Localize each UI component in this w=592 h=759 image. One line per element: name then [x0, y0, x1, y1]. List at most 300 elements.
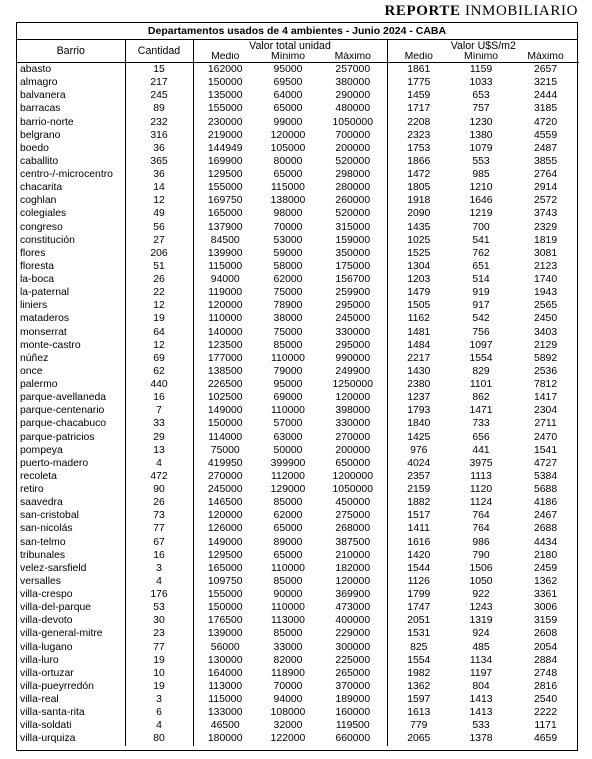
cell-total-maximo: 265000	[335, 667, 371, 679]
cell-m2-maximo: 2470	[533, 431, 558, 443]
cell-total-medio: 230000	[193, 116, 257, 129]
cell-barrio: pompeya	[20, 444, 63, 456]
table-row	[17, 536, 579, 549]
cell-cantidad: 64	[125, 326, 193, 339]
cell-cantidad: 3	[125, 693, 193, 706]
cell-m2-maximo: 2748	[533, 667, 558, 679]
cell-barrio: villa-luro	[20, 654, 59, 666]
cell-m2-minimo: 700	[472, 221, 490, 233]
cell-m2-minimo: 1079	[469, 142, 493, 154]
cell-m2-minimo: 1646	[469, 195, 493, 207]
cell-m2-maximo: 2572	[533, 195, 558, 207]
cell-total-minimo: 94000	[273, 694, 303, 705]
cell-m2-minimo: 1134	[469, 654, 493, 666]
cell-total-medio: 270000	[193, 470, 257, 483]
cell-total-maximo: 370000	[335, 680, 371, 692]
cell-total-maximo: 182000	[335, 562, 371, 574]
cell-total-maximo: 189000	[335, 694, 371, 705]
cell-total-medio: 119000	[193, 286, 257, 299]
cell-m2-minimo: 1219	[469, 208, 493, 220]
cell-total-medio: 155000	[193, 102, 257, 115]
cell-total-minimo: 65000	[273, 169, 303, 180]
cell-total-minimo: 110000	[271, 405, 305, 417]
cell-m2-maximo: 2688	[533, 523, 558, 535]
cell-barrio: boedo	[20, 142, 49, 154]
cell-total-minimo: 69500	[273, 77, 303, 89]
cell-total-maximo: 387500	[335, 536, 371, 548]
cell-barrio: san-telmo	[20, 536, 66, 548]
cell-m2-maximo: 4186	[533, 497, 558, 509]
cell-total-medio: 245000	[193, 483, 257, 496]
cell-m2-medio: 1484	[387, 339, 450, 352]
cell-barrio: congreso	[20, 221, 63, 233]
cell-total-maximo: 660000	[335, 733, 371, 745]
cell-m2-minimo: 756	[472, 326, 490, 338]
cell-barrio: constitución	[20, 234, 75, 246]
cell-barrio: barracas	[20, 103, 61, 115]
cell-m2-maximo: 1362	[533, 575, 558, 587]
table-row	[17, 181, 579, 194]
table-row	[17, 575, 579, 588]
cell-total-medio: 129500	[193, 549, 257, 562]
cell-barrio: villa-real	[20, 694, 59, 705]
cell-barrio: villa-ortuzar	[20, 667, 74, 679]
cell-total-medio: 149000	[193, 404, 257, 417]
cell-total-minimo: 64000	[273, 90, 303, 102]
cell-total-minimo: 63000	[273, 431, 303, 443]
cell-barrio: núñez	[20, 352, 49, 364]
cell-cantidad: 36	[125, 168, 193, 181]
cell-barrio: san-nicolás	[20, 523, 73, 535]
cell-total-minimo: 57000	[273, 418, 303, 430]
cell-m2-medio: 1531	[387, 627, 450, 640]
cell-m2-maximo: 2711	[534, 418, 557, 430]
cell-m2-minimo: 924	[472, 628, 490, 640]
cell-m2-medio: 1126	[387, 575, 450, 588]
cell-m2-medio: 1362	[387, 680, 450, 693]
cell-total-minimo: 78900	[273, 300, 303, 312]
cell-cantidad: 33	[125, 417, 193, 430]
cell-total-maximo: 249900	[335, 365, 371, 377]
cell-barrio: villa-pueyrredón	[20, 680, 94, 692]
cell-total-minimo: 32000	[273, 720, 303, 732]
cell-m2-medio: 2323	[387, 129, 450, 142]
cell-m2-maximo: 2487	[533, 142, 558, 154]
cell-total-maximo: 520000	[335, 155, 371, 167]
cell-total-maximo: 350000	[335, 247, 371, 259]
cell-m2-medio: 1616	[387, 536, 450, 549]
cell-m2-maximo: 2914	[533, 182, 558, 194]
table-row	[17, 483, 579, 496]
cell-total-minimo: 59000	[273, 247, 303, 259]
cell-barrio: flores	[20, 247, 46, 259]
cell-cantidad: 3	[125, 562, 193, 575]
cell-total-minimo: 79000	[273, 365, 303, 377]
cell-m2-maximo: 2536	[533, 365, 558, 377]
cell-barrio: caballito	[20, 155, 59, 167]
cell-total-medio: 180000	[193, 732, 257, 745]
table-row	[17, 89, 579, 102]
cell-cantidad: 19	[125, 654, 193, 667]
table-row	[17, 693, 579, 706]
cell-m2-minimo: 651	[472, 260, 490, 272]
cell-total-medio: 115000	[193, 693, 257, 706]
cell-m2-medio: 1517	[387, 509, 450, 522]
cell-barrio: abasto	[17, 63, 125, 77]
cell-total-maximo: 119500	[335, 720, 370, 732]
cell-total-minimo: 38000	[273, 313, 303, 325]
cell-m2-minimo: 1210	[469, 182, 493, 194]
cell-m2-minimo: 1554	[469, 352, 493, 364]
cell-cantidad: 56	[125, 221, 193, 234]
table-row	[17, 129, 579, 142]
cell-total-minimo: 65000	[273, 103, 303, 115]
cell-total-maximo: 400000	[335, 615, 371, 627]
cell-total-medio: 56000	[193, 641, 257, 654]
cell-m2-maximo: 3855	[533, 155, 558, 167]
cell-total-maximo: 290000	[335, 90, 371, 102]
cell-m2-medio: 1799	[387, 588, 450, 601]
cell-m2-maximo: 2467	[533, 510, 558, 522]
cell-total-medio: 219000	[193, 129, 257, 142]
cell-m2-maximo: 1819	[533, 234, 558, 246]
cell-m2-medio: 2357	[387, 470, 450, 483]
cell-m2-maximo: 3743	[533, 208, 558, 220]
cell-cantidad: 6	[125, 706, 193, 719]
cell-total-maximo: 315000	[335, 221, 371, 233]
cell-m2-minimo: 1471	[469, 405, 493, 417]
cell-total-minimo: 85000	[273, 497, 303, 509]
cell-total-maximo: 700000	[335, 129, 371, 141]
cell-m2-maximo: 1171	[534, 720, 557, 732]
cell-total-maximo: 300000	[335, 641, 371, 653]
cell-total-maximo: 1050000	[332, 484, 373, 495]
cell-total-medio: 169900	[193, 155, 257, 168]
cell-total-medio: 419950	[193, 457, 257, 470]
cell-total-maximo: 160000	[335, 707, 371, 719]
cell-barrio: balvanera	[20, 90, 66, 102]
cell-m2-maximo: 2180	[533, 549, 558, 561]
cell-cantidad: 12	[125, 339, 193, 352]
cell-cantidad: 440	[125, 378, 193, 391]
cell-m2-medio: 1420	[387, 549, 450, 562]
cell-cantidad: 26	[125, 273, 193, 286]
cell-m2-medio: 1882	[387, 496, 450, 509]
cell-m2-maximo: 2123	[533, 260, 558, 272]
table-row	[17, 627, 579, 640]
cell-cantidad: 176	[125, 588, 193, 601]
cell-total-minimo: 58000	[273, 260, 303, 272]
cell-m2-minimo: 656	[472, 431, 490, 443]
cell-m2-medio: 1982	[387, 667, 450, 680]
cell-total-maximo: 200000	[335, 444, 371, 456]
table-row	[17, 260, 579, 273]
cell-m2-medio: 1717	[387, 102, 450, 115]
cell-m2-minimo: 764	[472, 510, 490, 522]
cell-total-maximo: 1050000	[332, 116, 373, 128]
cell-m2-medio: 1840	[387, 417, 450, 430]
cell-m2-maximo: 2816	[533, 680, 558, 692]
cell-m2-maximo: 2444	[533, 90, 558, 102]
cell-barrio: villa-crespo	[20, 589, 73, 600]
brand-logo	[384, 1, 578, 21]
cell-m2-minimo: 541	[472, 234, 490, 246]
cell-total-maximo: 520000	[335, 208, 371, 220]
cell-total-medio: 94000	[193, 273, 257, 286]
cell-m2-medio: 1025	[387, 234, 450, 247]
cell-cantidad: 80	[125, 732, 193, 745]
cell-cantidad: 10	[125, 667, 193, 680]
cell-cantidad: 12	[125, 299, 193, 312]
brand-bold: REPORTE	[384, 3, 461, 19]
cell-total-minimo: 85000	[273, 575, 303, 587]
cell-m2-minimo: 514	[472, 274, 490, 285]
cell-cantidad: 30	[125, 614, 193, 627]
brand-rest: INMOBILIARIO	[460, 3, 578, 19]
cell-total-minimo: 399900	[270, 457, 306, 469]
cell-cantidad: 13	[125, 444, 193, 457]
cell-total-medio: 123500	[193, 339, 257, 352]
cell-cantidad: 77	[125, 522, 193, 535]
cell-m2-medio: 1525	[387, 247, 450, 260]
cell-m2-medio: 2217	[387, 352, 450, 365]
cell-cantidad: 23	[125, 627, 193, 640]
cell-total-medio: 120000	[193, 509, 257, 522]
cell-barrio: mataderos	[20, 313, 70, 325]
table-row	[17, 444, 579, 457]
table-row	[17, 732, 579, 745]
cell-cantidad: 36	[125, 142, 193, 155]
cell-total-medio: 140000	[193, 326, 257, 339]
cell-m2-medio: 1861	[387, 63, 450, 77]
cell-m2-maximo: 3403	[533, 326, 558, 338]
cell-m2-medio: 1237	[387, 391, 450, 404]
cell-m2-minimo: 3975	[469, 457, 493, 469]
cell-total-minimo: 80000	[273, 155, 303, 167]
header-m2-maximo: Máximo	[527, 52, 564, 62]
cell-barrio: coghlan	[20, 195, 57, 207]
cell-total-maximo: 298000	[335, 169, 371, 180]
cell-barrio: centro-/-microcentro	[20, 169, 113, 180]
table-row	[17, 339, 579, 352]
cell-total-maximo: 330000	[335, 326, 371, 338]
cell-m2-maximo: 2450	[533, 313, 558, 325]
cell-cantidad: 14	[125, 181, 193, 194]
cell-barrio: villa-santa-rita	[20, 707, 85, 719]
cell-total-medio: 155000	[193, 181, 257, 194]
cell-barrio: floresta	[20, 260, 55, 272]
cell-total-minimo: 89000	[273, 536, 303, 548]
cell-m2-maximo: 1541	[533, 444, 558, 456]
cell-m2-medio: 1430	[387, 365, 450, 378]
cell-total-medio: 150000	[193, 417, 257, 430]
cell-cantidad: 365	[125, 155, 193, 168]
cell-m2-minimo: 917	[472, 300, 490, 312]
cell-total-minimo: 110000	[271, 602, 305, 614]
table-title: Departamentos usados de 4 ambientes - Junio 2024 - CABA	[17, 23, 577, 40]
cell-total-minimo: 70000	[273, 221, 303, 233]
table-row	[17, 457, 579, 470]
cell-total-minimo: 110000	[271, 562, 305, 574]
cell-total-minimo: 108000	[270, 707, 306, 719]
cell-total-minimo: 69000	[273, 392, 303, 404]
header-valor-m2: Valor U$S/m2	[387, 40, 579, 52]
cell-m2-minimo: 862	[472, 392, 490, 404]
cell-total-maximo: 270000	[335, 431, 371, 443]
table-body	[17, 63, 579, 746]
cell-total-medio: 126000	[193, 522, 257, 535]
cell-m2-minimo: 1319	[469, 615, 493, 627]
cell-cantidad: 12	[125, 194, 193, 207]
cell-total-medio: 177000	[193, 352, 257, 365]
table-row	[17, 273, 579, 286]
cell-barrio: tribunales	[20, 549, 66, 561]
table-row	[17, 706, 579, 719]
cell-m2-minimo: 922	[472, 589, 490, 600]
cell-total-medio: 226500	[193, 378, 257, 391]
table-row	[17, 470, 579, 483]
cell-cantidad: 67	[125, 536, 193, 549]
table-row	[17, 312, 579, 325]
cell-total-minimo: 85000	[273, 628, 303, 640]
cell-cantidad: 316	[125, 129, 193, 142]
cell-m2-medio: 1753	[387, 142, 450, 155]
cell-barrio: belgrano	[20, 129, 61, 141]
cell-total-maximo: 275000	[335, 510, 371, 522]
cell-m2-medio: 1203	[387, 273, 450, 286]
cell-cantidad: 15	[125, 63, 193, 77]
cell-total-maximo: 268000	[335, 523, 371, 535]
cell-total-medio: 169750	[193, 194, 257, 207]
table-row	[17, 221, 579, 234]
cell-total-minimo: 129000	[270, 484, 306, 495]
cell-m2-maximo: 2129	[533, 339, 558, 351]
cell-m2-minimo: 804	[472, 680, 490, 692]
cell-total-medio: 129500	[193, 168, 257, 181]
cell-cantidad: 16	[125, 391, 193, 404]
cell-m2-maximo: 1417	[533, 392, 558, 404]
cell-m2-maximo: 2884	[533, 654, 558, 666]
cell-total-medio: 165000	[193, 562, 257, 575]
cell-total-maximo: 380000	[335, 77, 371, 89]
cell-m2-medio: 4024	[387, 457, 450, 470]
cell-cantidad: 4	[125, 575, 193, 588]
cell-total-minimo: 65000	[273, 523, 303, 535]
header-total-medio: Medio	[193, 52, 257, 63]
cell-total-minimo: 95000	[257, 63, 319, 77]
cell-total-minimo: 33000	[273, 641, 303, 653]
table-row	[17, 326, 579, 339]
cell-barrio: villa-urquiza	[20, 733, 76, 745]
table-row	[17, 404, 579, 417]
cell-m2-minimo: 790	[472, 549, 490, 561]
cell-m2-medio: 1805	[387, 181, 450, 194]
table-row	[17, 431, 579, 444]
table-row	[17, 194, 579, 207]
cell-m2-medio: 1866	[387, 155, 450, 168]
cell-cantidad: 73	[125, 509, 193, 522]
table-row	[17, 562, 579, 575]
header-m2-minimo: Mínimo	[463, 52, 499, 62]
cell-total-maximo: 990000	[335, 352, 371, 364]
cell-m2-minimo: 1413	[469, 694, 493, 705]
cell-total-maximo: 257000	[319, 63, 387, 77]
table-row	[17, 365, 579, 378]
cell-m2-minimo: 919	[472, 287, 490, 299]
cell-total-medio: 137900	[193, 221, 257, 234]
header-cantidad: Cantidad	[125, 40, 193, 63]
cell-m2-maximo: 3006	[533, 602, 558, 614]
cell-total-minimo: 138000	[270, 195, 306, 207]
cell-cantidad: 232	[125, 116, 193, 129]
cell-total-minimo: 82000	[273, 654, 303, 666]
cell-barrio: retiro	[20, 484, 44, 495]
cell-total-medio: 165000	[193, 207, 257, 220]
cell-m2-minimo: 1124	[469, 497, 493, 509]
cell-total-maximo: 330000	[335, 418, 371, 430]
cell-total-minimo: 50000	[273, 444, 303, 456]
cell-m2-minimo: 553	[472, 155, 490, 167]
cell-m2-maximo: 3159	[533, 615, 558, 627]
cell-m2-minimo: 441	[472, 444, 490, 456]
cell-total-minimo: 120000	[270, 129, 306, 141]
table-row	[17, 391, 579, 404]
cell-barrio: villa-del-parque	[20, 602, 92, 614]
cell-m2-maximo: 4659	[533, 733, 558, 745]
report-table-frame	[16, 22, 578, 751]
table-row	[17, 102, 579, 115]
cell-cantidad: 89	[125, 102, 193, 115]
cell-m2-medio: 1459	[387, 89, 450, 102]
cell-total-medio: 115000	[193, 260, 257, 273]
cell-m2-medio: 1747	[387, 601, 450, 614]
cell-m2-maximo: 4434	[533, 536, 558, 548]
cell-total-medio: 164000	[193, 667, 257, 680]
cell-m2-maximo: 4727	[533, 457, 558, 469]
cell-m2-medio: 1472	[387, 168, 450, 181]
cell-total-medio: 130000	[193, 654, 257, 667]
cell-cantidad: 16	[125, 549, 193, 562]
header-m2-medio: Medio	[387, 52, 450, 63]
cell-total-minimo: 53000	[273, 234, 303, 246]
cell-total-minimo: 90000	[273, 589, 303, 600]
cell-total-maximo: 295000	[335, 300, 371, 312]
cell-m2-medio: 2051	[387, 614, 450, 627]
cell-total-minimo: 98000	[273, 208, 303, 220]
cell-m2-minimo: 1033	[469, 77, 493, 89]
cell-m2-minimo: 1113	[470, 470, 492, 482]
header-total-maximo: Máximo	[334, 52, 371, 62]
cell-m2-minimo: 1243	[469, 602, 493, 614]
cell-barrio: recoleta	[20, 470, 57, 482]
cell-m2-maximo: 2540	[533, 694, 558, 705]
cell-cantidad: 26	[125, 496, 193, 509]
cell-m2-minimo: 733	[472, 418, 490, 430]
cell-total-minimo: 62000	[273, 274, 303, 285]
cell-m2-minimo: 1506	[469, 562, 493, 574]
cell-barrio: la-boca	[20, 274, 55, 285]
header-barrio: Barrio	[56, 45, 85, 57]
cell-total-maximo: 159000	[335, 234, 371, 246]
cell-m2-medio: 2090	[387, 207, 450, 220]
cell-cantidad: 19	[125, 312, 193, 325]
cell-cantidad: 4	[125, 457, 193, 470]
cell-total-maximo: 280000	[335, 182, 371, 194]
cell-total-maximo: 480000	[335, 103, 371, 115]
cell-m2-medio: 1613	[387, 706, 450, 719]
cell-cantidad: 77	[125, 641, 193, 654]
prices-table	[17, 40, 579, 746]
